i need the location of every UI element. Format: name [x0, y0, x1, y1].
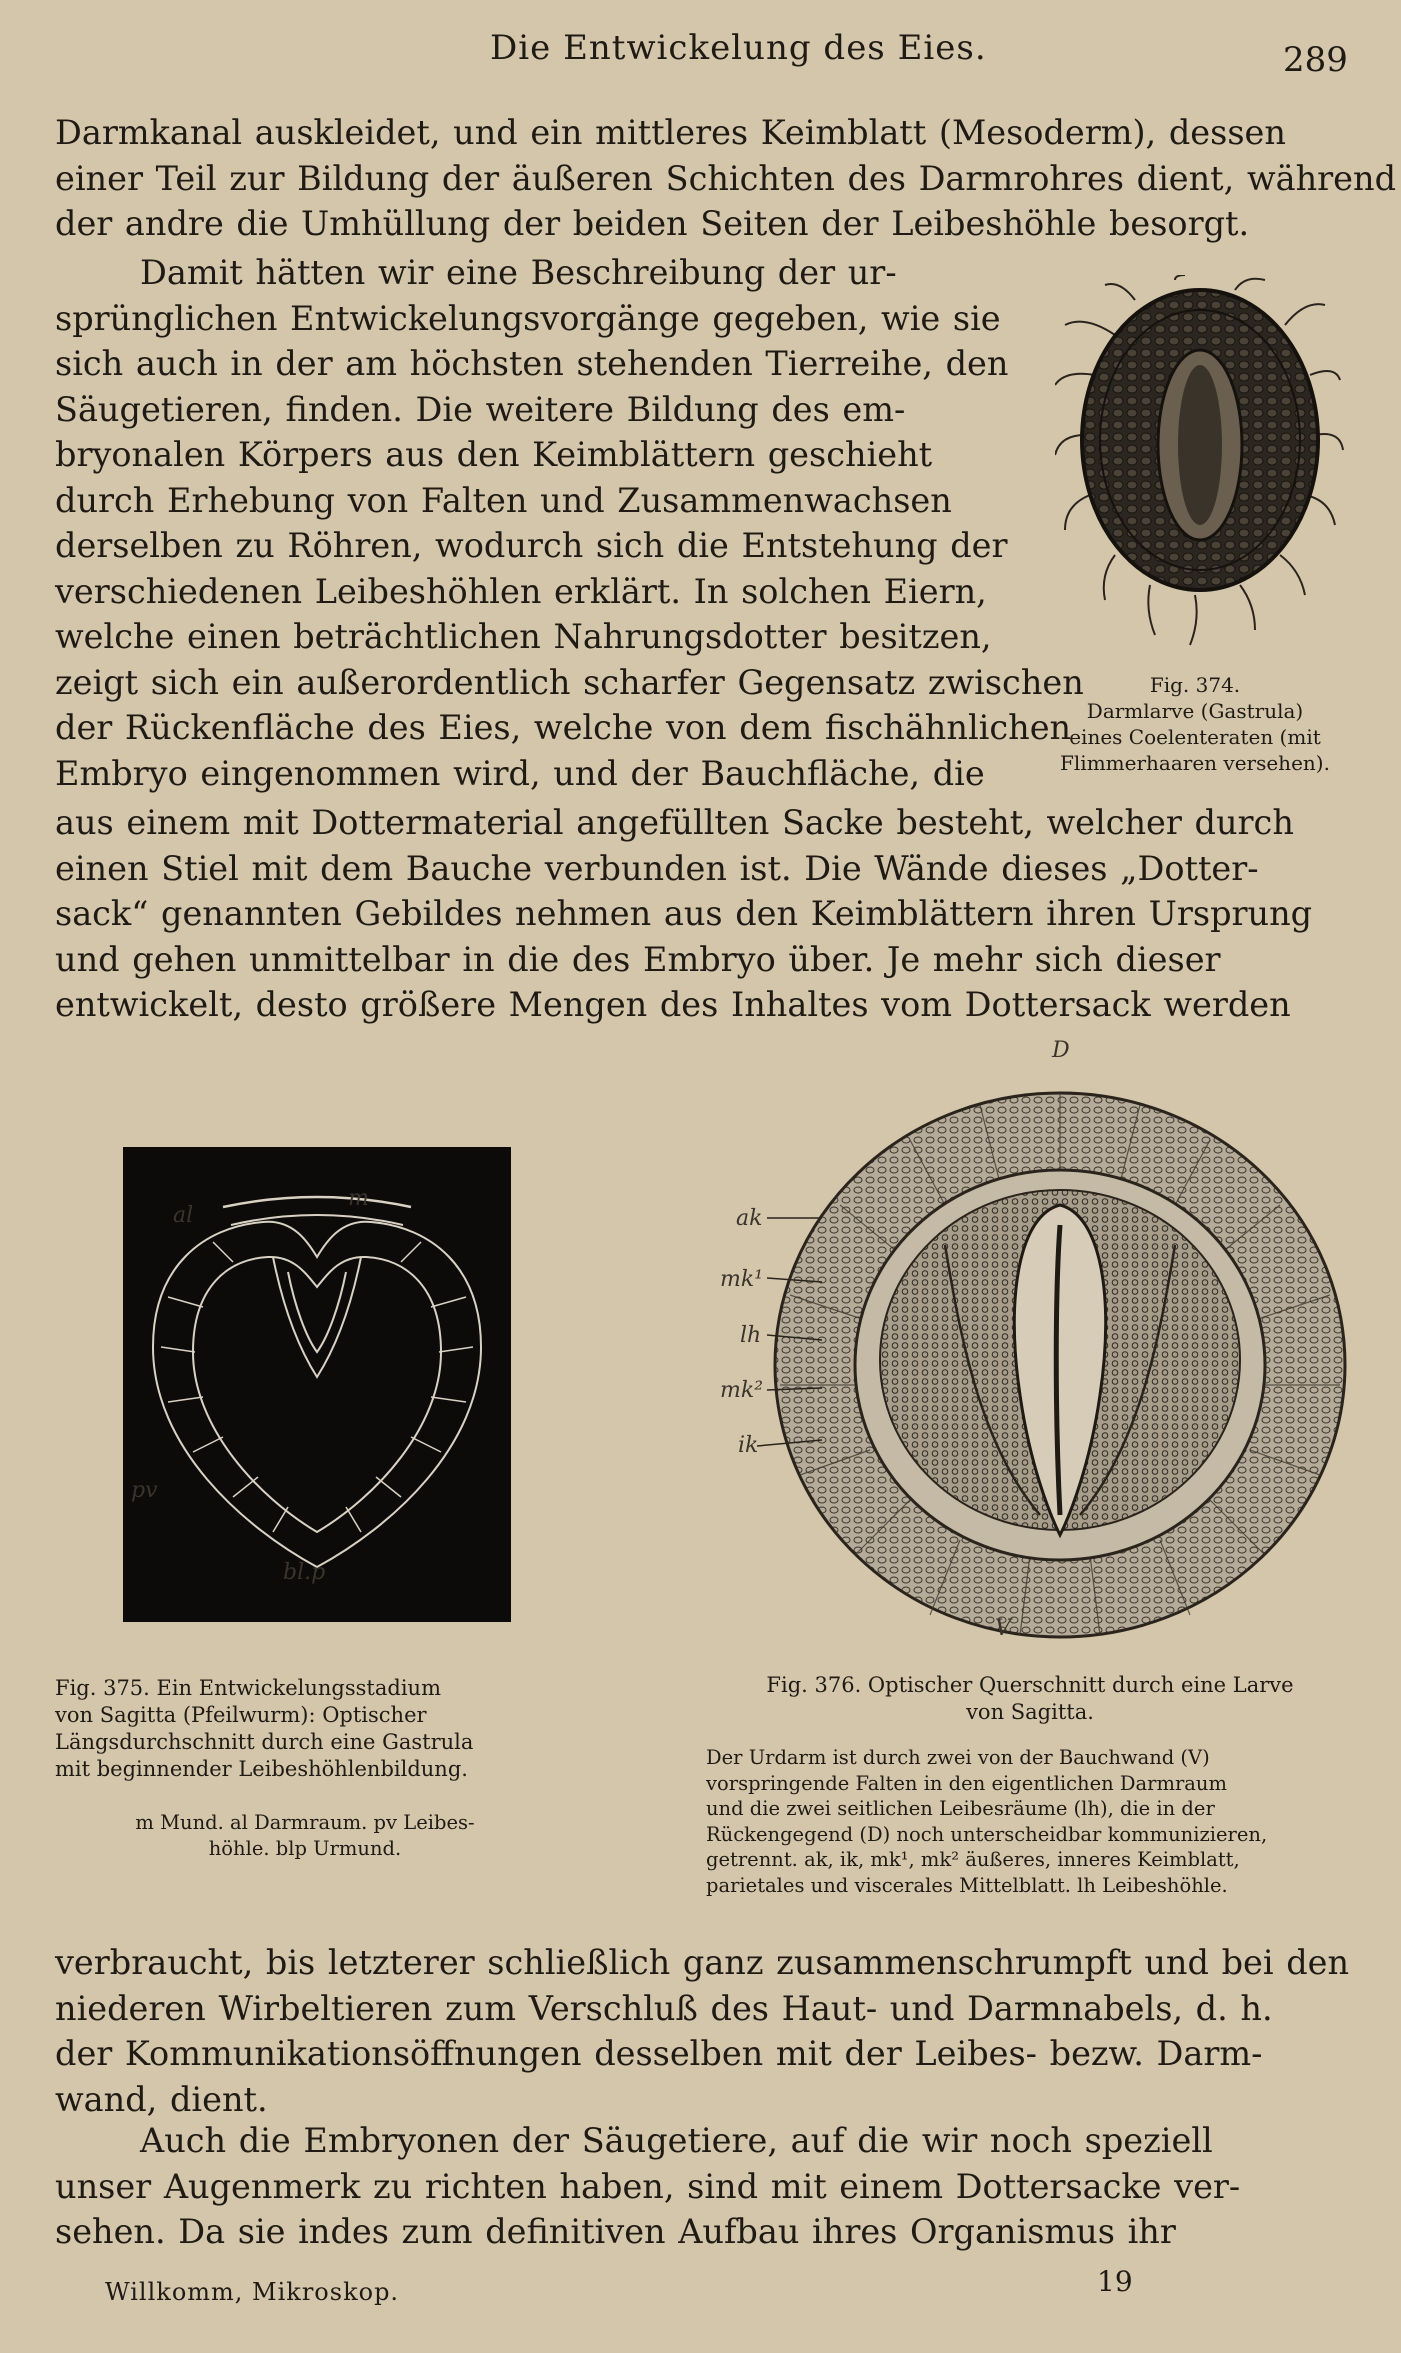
text-line: welche einen beträchtlichen Nahrungsdotter besitzen,: [55, 617, 992, 656]
paragraph-mammal-embryos: [55, 2118, 1345, 2255]
paragraph-narrow-column: [55, 250, 1084, 796]
text-line: Damit hätten wir eine Beschreibung der ur-: [140, 253, 897, 292]
label-pv: pv: [131, 1478, 158, 1503]
label-ik: ik: [738, 1433, 759, 1458]
paragraph-continuation: [55, 110, 1397, 247]
paragraph-after-figures: [55, 1940, 1350, 2122]
caption-line: Darmlarve (Gastrula): [1086, 699, 1304, 723]
text-line: unser Augenmerk zu richten haben, sind mit einem Dottersacke ver-: [55, 2166, 1241, 2206]
caption-line: Längsdurchschnitt durch eine Gastrula: [55, 1730, 474, 1754]
legend-line: Der Urdarm ist durch zwei von der Bauchwand (V): [706, 1746, 1210, 1769]
legend-line: m Mund. al Darmraum. pv Leibes-: [135, 1811, 475, 1834]
label-mk1: mk¹: [720, 1267, 764, 1292]
running-head: [0, 28, 1401, 78]
legend-line: parietales und viscerales Mittelblatt. lh Leibeshöhle.: [706, 1873, 1228, 1897]
paragraph-wide: [55, 800, 1345, 1028]
label-ak: ak: [736, 1206, 763, 1231]
sheet-number: 19: [1097, 2265, 1133, 2298]
text-line: Embryo eingenommen wird, und der Bauchfläche, die: [55, 753, 985, 793]
text-line: sehen. Da sie indes zum definitiven Aufbau ihres Organismus ihr: [55, 2212, 1176, 2251]
text-line: einer Teil zur Bildung der äußeren Schichten des Darmrohres dient, während: [55, 158, 1397, 198]
fig-375-legend: [55, 1810, 555, 1861]
text-line: einen Stiel mit dem Bauche verbunden ist. Die Wände dieses „Dotter-: [55, 848, 1259, 888]
text-line: sprünglichen Entwickelungsvorgänge gegeben, wie sie: [55, 298, 1001, 338]
text-line: der Rückenfläche des Eies, welche von dem fischähnlichen: [55, 708, 1072, 747]
text-line: entwickelt, desto größere Mengen des Inhaltes vom Dottersack werden: [55, 985, 1291, 1024]
caption-line: eines Coelenteraten (mit: [1069, 725, 1321, 749]
legend-line: Rückengegend (D) noch unterscheidbar kommunizieren,: [706, 1822, 1268, 1846]
printer-signature: Willkomm, Mikroskop.: [105, 2278, 400, 2306]
fig-375-sagitta-longitudinal-section: [123, 1147, 511, 1622]
caption-line: Fig. 375. Ein Entwickelungsstadium: [55, 1676, 441, 1700]
fig-374-caption: [1025, 672, 1365, 776]
label-D: D: [1052, 1038, 1070, 1063]
text-line: aus einem mit Dottermaterial angefüllten Sacke besteht, welcher durch: [55, 803, 1294, 842]
text-line: der Kommunikationsöffnungen desselben mit der Leibes- bezw. Darm-: [55, 2034, 1263, 2073]
fig-374-gastrula-illustration: [1055, 275, 1345, 660]
legend-line: höhle. blp Urmund.: [208, 1836, 402, 1860]
text-line: Darmkanal auskleidet, und ein mittleres Keimblatt (Mesoderm), dessen: [55, 113, 1286, 152]
text-line: niederen Wirbeltieren zum Verschluß des Haut- und Darmnabels, d. h.: [55, 1988, 1273, 2028]
fig-375-caption: [55, 1675, 555, 1783]
label-V: V: [995, 1616, 1011, 1640]
label-m: m: [348, 1186, 369, 1211]
text-line: derselben zu Röhren, wodurch sich die Entstehung der: [55, 526, 1008, 565]
legend-line: vorspringende Falten in den eigentlichen Darmraum: [706, 1771, 1227, 1795]
text-line: sich auch in der am höchsten stehenden Tierreihe, den: [55, 344, 1009, 383]
page-number: 289: [1283, 40, 1348, 80]
caption-line: Flimmerhaaren versehen).: [1060, 751, 1330, 775]
text-line: bryonalen Körpers aus den Keimblättern geschieht: [55, 435, 933, 474]
legend-line: getrennt. ak, ik, mk¹, mk² äußeres, inneres Keimblatt,: [706, 1848, 1240, 1871]
fig-376-legend: [706, 1745, 1356, 1898]
text-line: durch Erhebung von Falten und Zusammenwachsen: [55, 480, 952, 520]
text-line: der andre die Umhüllung der beiden Seiten der Leibeshöhle besorgt.: [55, 204, 1250, 243]
text-line: Säugetieren, finden. Die weitere Bildung des em-: [55, 389, 906, 429]
label-blp: bl.p: [283, 1560, 326, 1585]
text-line: sack“ genannten Gebildes nehmen aus den Keimblättern ihren Ursprung: [55, 894, 1313, 933]
label-al: al: [173, 1203, 194, 1228]
text-line: wand, dient.: [55, 2079, 268, 2119]
figure-number: Fig. 374.: [1149, 673, 1241, 697]
label-mk2: mk²: [720, 1378, 764, 1403]
text-line: verbraucht, bis letzterer schließlich ganz zusammenschrumpft und bei den: [55, 1943, 1350, 1982]
running-title: Die Entwickelung des Eies.: [490, 28, 987, 68]
text-line: zeigt sich ein außerordentlich scharfer Gegensatz zwischen: [55, 662, 1084, 702]
legend-line: und die zwei seitlichen Leibesräume (lh), die in der: [706, 1797, 1215, 1820]
label-lh: lh: [740, 1323, 762, 1348]
text-line: und gehen unmittelbar in die des Embryo über. Je mehr sich dieser: [55, 939, 1221, 979]
caption-line: Fig. 376. Optischer Querschnitt durch eine Larve: [766, 1673, 1294, 1697]
text-line: Auch die Embryonen der Säugetiere, auf die wir noch speziell: [140, 2121, 1213, 2160]
caption-line: von Sagitta.: [966, 1700, 1094, 1724]
fig-376-caption: [700, 1672, 1360, 1726]
text-line: verschiedenen Leibeshöhlen erklärt. In solchen Eiern,: [55, 571, 987, 611]
caption-line: mit beginnender Leibeshöhlenbildung.: [55, 1757, 468, 1781]
caption-line: von Sagitta (Pfeilwurm): Optischer: [55, 1703, 427, 1727]
fig-376-label-leaders: [712, 1190, 822, 1470]
